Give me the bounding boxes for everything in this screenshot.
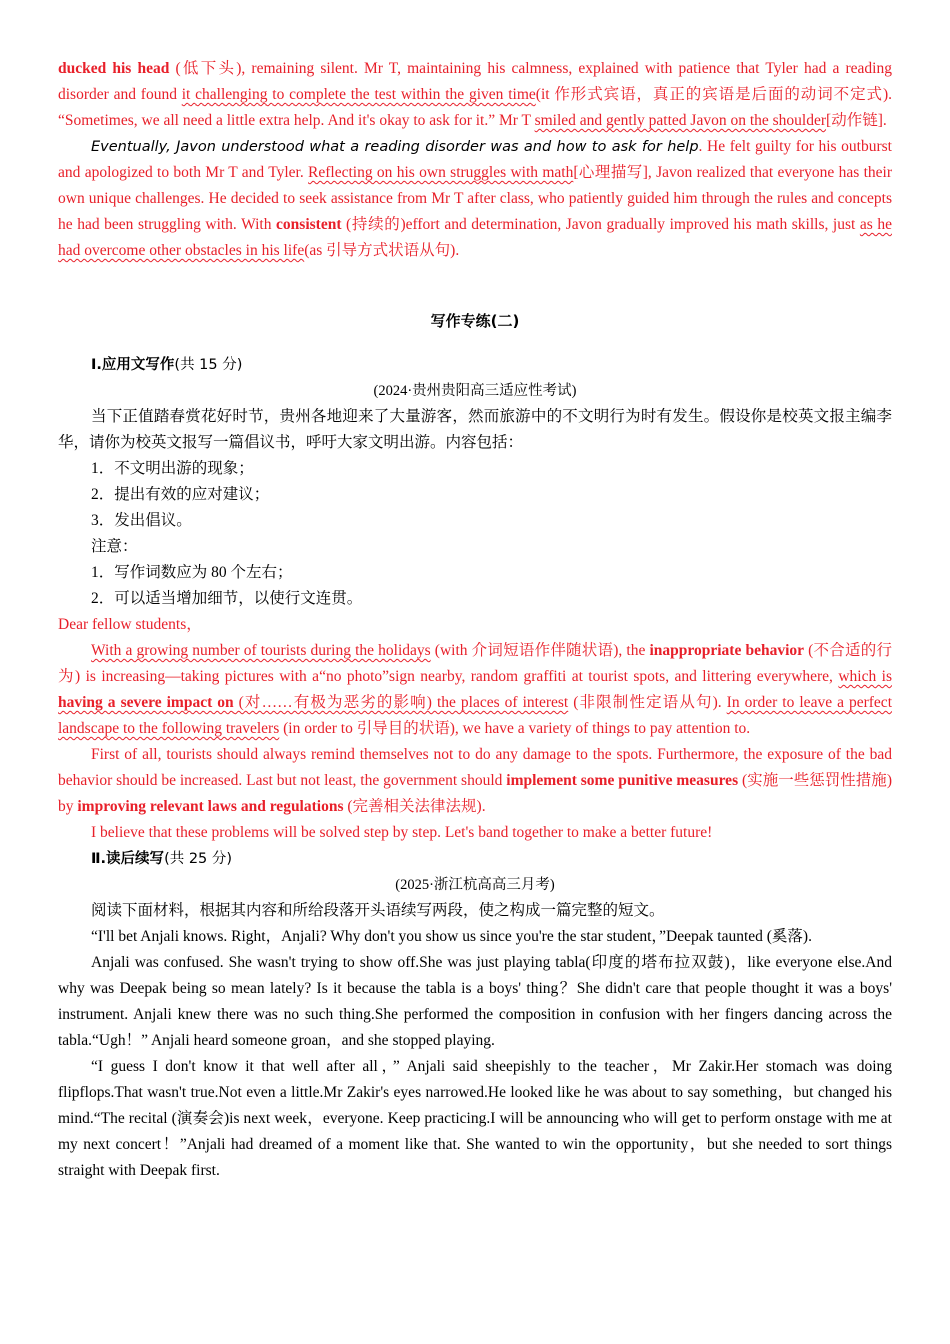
underlined-phrase: With a growing number of tourists during the holidays bbox=[91, 642, 431, 659]
story-paragraph-3: “I guess I don't know it that well after all，” Anjali said sheepishly to the teacher，Mr Zakir.Her stomach was doing flipflops.That wasn't true.Not even a little.Mr Zakir's eyes narrowed.He looked like he was about to say something，but changed his mind.“The recital (演奏会)is next week，everyone. Keep practicing.I will be announcing who will get to perform onstage with me at my next concert！”Anjali had dreamed of a moment like that. She wanted to win the opportunity，but she needed to sort things straight with Deepak first. bbox=[58, 1058, 892, 1179]
essay-paragraph-2: First of all, tourists should always remind themselves not to do any damage to the spots. Furthermore, the exposure of the bad behavior should be increased. Last but not least, the government should implement some punitive measures (实施一些惩罚性措施) by improving relevant laws and regulations (完善相关法律法规). bbox=[58, 746, 892, 815]
continuation-paragraph-1: ducked his head (低下头), remaining silent. Mr T, maintaining his calmness, explained with patience that Tyler had a reading disorder and found it challenging to complete the test within the given time(it 作形式宾语，真正的宾语是后面的动词不定式). “Sometimes, we all need a little extra help. And it's okay to ask for it.” Mr T smiled and gently patted Javon on the shoulder[动作链]. bbox=[58, 60, 892, 129]
underlined-phrase: Reflecting on his own struggles with math bbox=[308, 164, 574, 181]
bold-phrase: consistent bbox=[276, 216, 342, 233]
underlined-phrase: smiled and gently patted Javon on the shoulder bbox=[534, 112, 827, 129]
list-item: 1．不文明出游的现象； bbox=[91, 460, 254, 477]
section-heading-1: Ⅰ.应用文写作(共 15 分) bbox=[91, 357, 243, 373]
bold-phrase: inappropriate behavior bbox=[649, 642, 805, 659]
task-prompt: 阅读下面材料，根据其内容和所给段落开头语续写两段，使之构成一篇完整的短文。 bbox=[91, 902, 665, 919]
bold-phrase: implement some punitive measures bbox=[506, 772, 739, 789]
bold-phrase: having a severe impact on bbox=[58, 694, 234, 711]
section-heading-2: Ⅱ.读后续写(共 25 分) bbox=[91, 851, 233, 867]
story-paragraph-2: Anjali was confused. She wasn't trying to show off.She was just playing tabla(印度的塔布拉双鼓)，like everyone else.And why was Deepak being so mean lately? Is it because the tabla is a boys' thing？She didn't care that people thought it was a boys' instrument. Anjali knew there was no such thing.She performed the composition in confusion with her fingers dancing across the tabla.“Ugh！” Anjali heard someone groan，and she stopped playing. bbox=[58, 954, 892, 1049]
document-page bbox=[58, 56, 892, 1184]
list-item: 2．提出有效的应对建议； bbox=[91, 486, 270, 503]
list-item: 3．发出倡议。 bbox=[91, 512, 192, 529]
source-label: (2025·浙江杭高高三月考) bbox=[395, 877, 555, 893]
opening-sentence: Eventually, Javon understood what a reading disorder was and how to ask for help bbox=[91, 139, 699, 155]
underlined-phrase: it challenging to complete the test within the given time bbox=[181, 86, 536, 103]
note-label: 注意： bbox=[91, 538, 138, 555]
essay-paragraph-1: With a growing number of tourists during the holidays (with 介词短语作伴随状语), the inappropriate behavior (不合适的行为) is increasing—taking pictures with a“no photo”sign nearby, random graffiti at tourist spots, and littering everywhere, which is having a severe impact on (对……有极为恶劣的影响) the places of interest (非限制性定语从句). In order to leave a perfect landscape to the following travelers (in order to 引导目的状语), we have a variety of things to pay attention to. bbox=[58, 642, 893, 737]
story-paragraph-1: “I'll bet Anjali knows. Right，Anjali? Why don't you show us since you're the star student，”Deepak taunted (奚落). bbox=[91, 928, 812, 945]
underlined-phrase: which is having a severe impact on (对……有极为恶劣的影响) the places of interest bbox=[58, 668, 892, 711]
bold-phrase: ducked his head bbox=[58, 60, 170, 77]
page-title: 写作专练(二) bbox=[430, 312, 520, 330]
list-item: 2．可以适当增加细节，以使行文连贯。 bbox=[91, 590, 363, 607]
essay-paragraph-3: I believe that these problems will be solved step by step. Let's band together to make a better future! bbox=[91, 824, 713, 841]
underlined-phrase: In order to leave a perfect landscape to the following travelers bbox=[58, 694, 892, 737]
letter-greeting: Dear fellow students， bbox=[58, 616, 202, 633]
task-prompt: 当下正值踏春赏花好时节，贵州各地迎来了大量游客，然而旅游中的不文明行为时有发生。假设你是校英文报主编李华，请你为校英文报写一篇倡议书，呼吁大家文明出游。内容包括： bbox=[58, 408, 892, 451]
continuation-paragraph-2: Eventually, Javon understood what a reading disorder was and how to ask for help. He felt guilty for his outburst and apologized to both Mr T and Tyler. Reflecting on his own struggles with math[心理描写], Javon realized that everyone has their own unique challenges. He decided to seek assistance from Mr T after class, who patiently guided him through the rules and concepts he had been struggling with. With consistent (持续的)effort and determination, Javon gradually improved his math skills, just as he had overcome other obstacles in his life(as 引导方式状语从句). bbox=[58, 138, 893, 259]
source-label: (2024·贵州贵阳高三适应性考试) bbox=[373, 383, 577, 399]
list-item: 1．写作词数应为 80 个左右； bbox=[91, 564, 293, 581]
underlined-phrase: as he had overcome other obstacles in his life bbox=[58, 216, 892, 259]
bold-phrase: improving relevant laws and regulations bbox=[77, 798, 344, 815]
